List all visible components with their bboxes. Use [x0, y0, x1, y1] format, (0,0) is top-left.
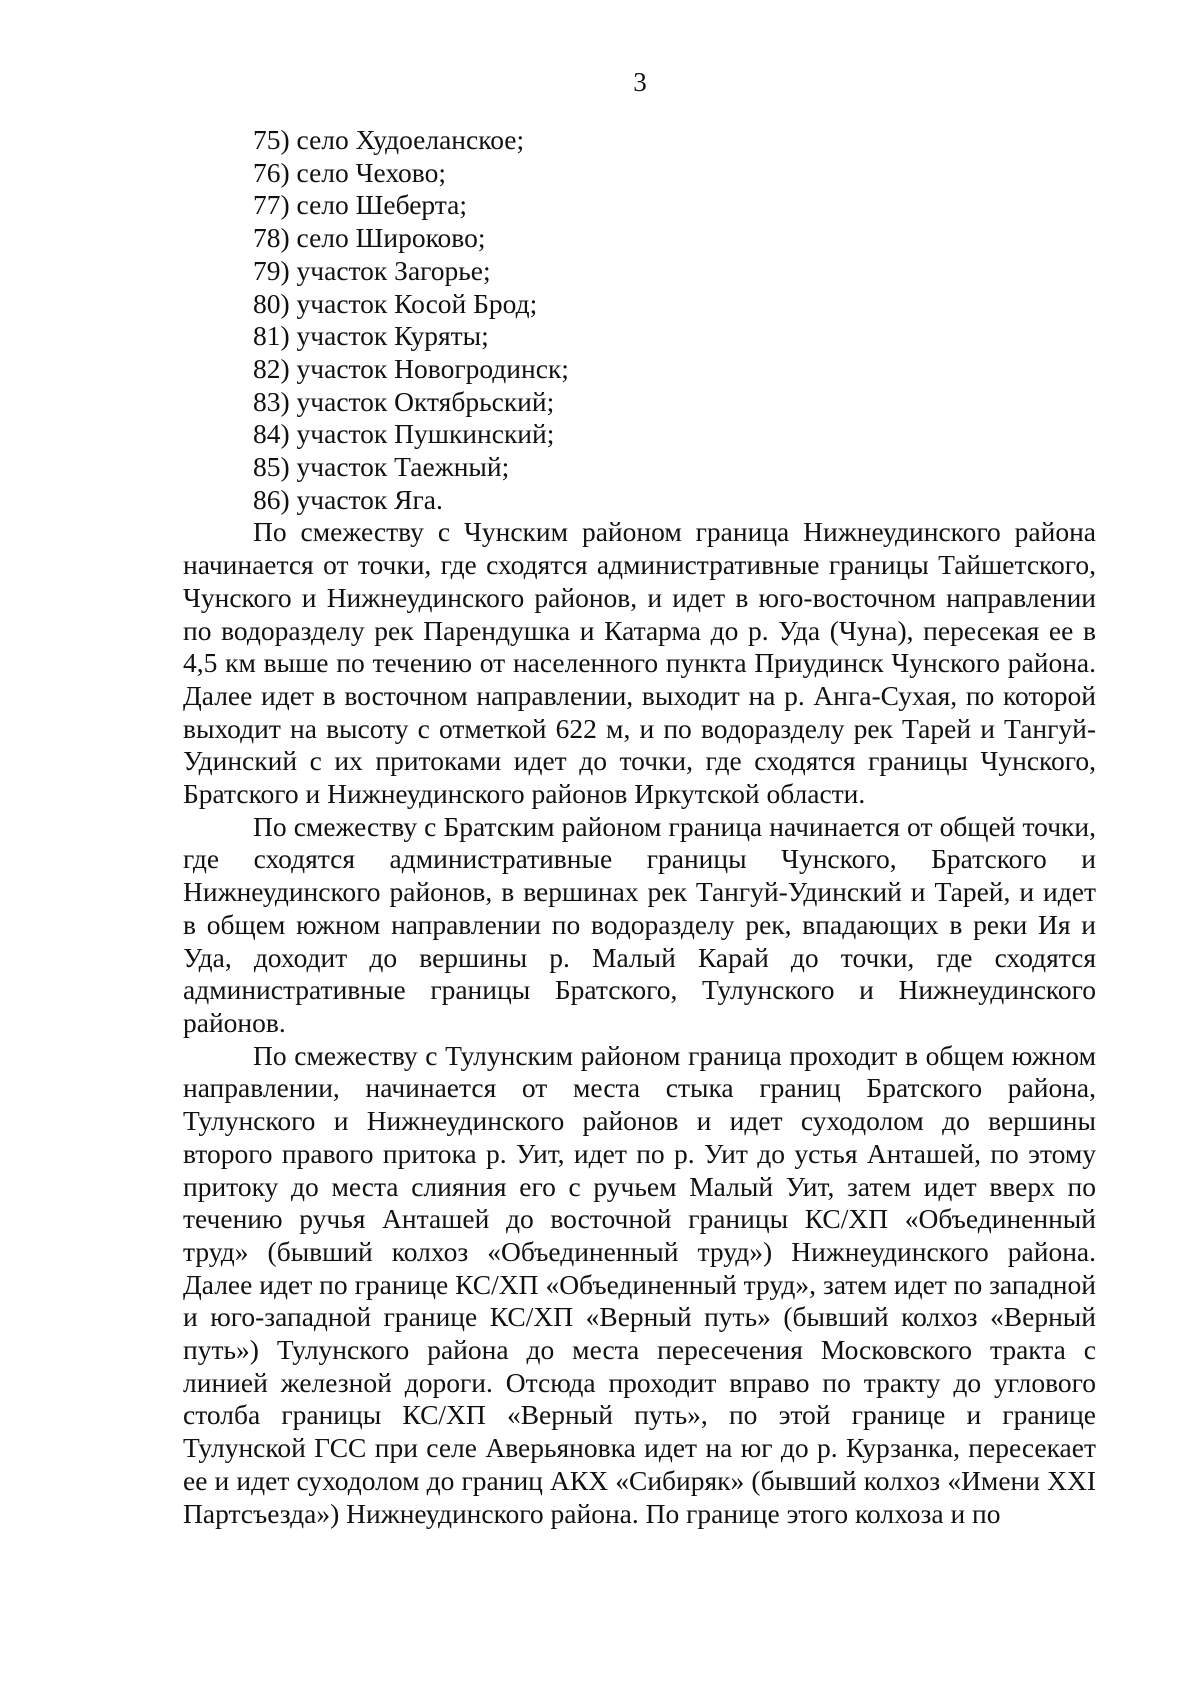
list-item: 81) участок Куряты;: [253, 320, 489, 352]
list-item: 77) село Шеберта;: [253, 189, 467, 221]
paragraph-tulunsky-border: По смежеству с Тулунским районом граница проходит в общем южном направлении, начинается от места стыка границ Братского района, Тулунского и Нижнеудинского районов и идет суходолом до вершины второго правого притока р. Уит, идет по р. Уит до устья Анташей, по этому притоку до места слияния его с ручьем Малый Уит, затем идет вверх по течению ручья Анташей до восточной границы КС/ХП «Объединенный труд» (бывший колхоз «Объединенный труд») Нижнеудинского района. Далее идет по границе КС/ХП «Объединенный труд», затем идет по западной и юго-западной границе КС/ХП «Верный путь» (бывший колхоз «Верный путь») Тулунского района до места пересечения Московского тракта с линией железной дороги. Отсюда проходит вправо по тракту до углового столба границы КС/ХП «Верный путь», по этой границе и границе Тулунской ГСС при селе Аверьяновка идет на юг до р. Курзанка, пересекает ее и идет суходолом до границ АКХ «Сибиряк» (бывший колхоз «Имени XXI Партсъезда») Нижнеудинского района. По границе этого колхоза и по: [183, 1039, 1096, 1529]
list-item: 85) участок Таежный;: [253, 451, 510, 483]
list-item: 76) село Чехово;: [253, 156, 446, 188]
settlement-list: [183, 124, 1096, 516]
list-item: 78) село Широково;: [253, 222, 486, 254]
paragraph-bratsky-border: По смежеству с Братским районом граница начинается от общей точки, где сходятся административные границы Чунского, Братского и Нижнеудинского районов, в вершинах рек Тангуй-Удинский и Тарей, и идет в общем южном направлении по водоразделу рек, впадающих в реки Ия и Уда, доходит до вершины р. Малый Карай до точки, где сходятся административные границы Братского, Тулунского и Нижнеудинского районов.: [183, 810, 1096, 1038]
document-body: [183, 124, 1096, 1530]
list-item: 75) село Худоеланское;: [253, 124, 525, 155]
list-item: 86) участок Яга.: [253, 483, 443, 515]
paragraph-chunsky-border: По смежеству с Чунским районом граница Нижнеудинского района начинается от точки, где сходятся административные границы Тайшетского, Чунского и Нижнеудинского районов, и идет в юго-восточном направлении по водоразделу рек Парендушка и Катарма до р. Уда (Чуна), пересекая ее в 4,5 км выше по течению от населенного пункта Приудинск Чунского района. Далее идет в восточном направлении, выходит на р. Анга-Сухая, по которой выходит на высоту с отметкой 622 м, и по водоразделу рек Тарей и Тангуй-Удинский с их притоками идет до точки, где сходятся границы Чунского, Братского и Нижнеудинского районов Иркутской области.: [183, 516, 1096, 810]
page-number: 3: [633, 67, 647, 97]
list-item: 79) участок Загорье;: [253, 254, 491, 286]
list-item: 83) участок Октябрьский;: [253, 385, 555, 417]
list-item: 82) участок Новогродинск;: [253, 352, 569, 384]
list-item: 84) участок Пушкинский;: [253, 418, 555, 450]
list-item: 80) участок Косой Брод;: [253, 287, 538, 319]
